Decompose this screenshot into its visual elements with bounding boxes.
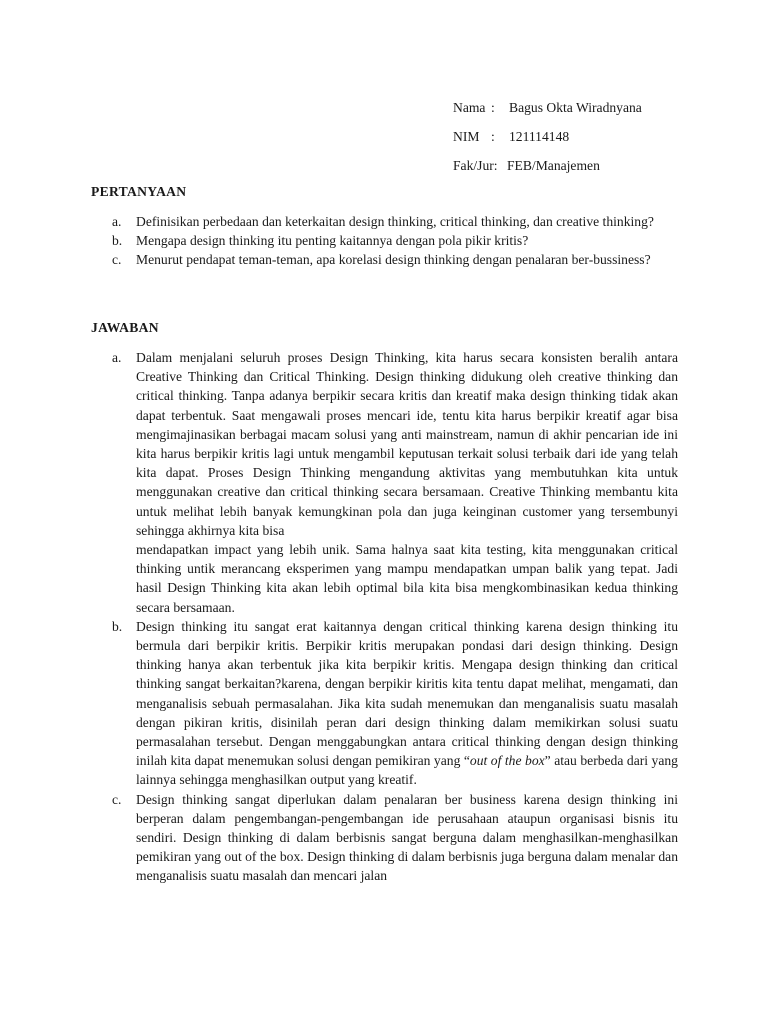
answer-item-a — [112, 348, 678, 617]
question-marker: a. — [112, 214, 122, 229]
answer-list — [112, 348, 678, 886]
question-text: Mengapa design thinking itu penting kaitannya dengan pola pikir kritis? — [136, 233, 529, 249]
question-item-b — [112, 231, 678, 250]
answer-paragraph: Dalam menjalani seluruh proses Design Thinking, kita harus secara konsisten beralih antara Creative Thinking dan Critical Thinking. Design thinking didukung oleh creative thinking dan critical thinking. Tanpa adanya berpikir secara kritis dan kreatif maka design thinking tidak akan dapat terbentuk. Saat mengawali proses mencari ide, tentu kita harus berpikir kreatif agar bisa mengimajinasikan berbagai macam solusi yang anti mainstream, namun di akhir pencarian ide ini kita harus berpikir kritis lagi untuk mengambil keputusan terkait solusi terbaik dari ide yang telah kita dapat. Proses Design Thinking mengandung aktivitas yang membutuhkan kita untuk menggunakan creative dan critical thinking secara bersamaan. Creative Thinking membantu kita untuk melihat lebih banyak kemungkinan pola dan juga keinginan customer yang tersembunyi sehingga akhirnya kita bisa — [136, 350, 678, 538]
nama-separator: : — [491, 99, 495, 115]
jawaban-heading: JAWABAN — [91, 320, 159, 335]
fakultas-value: FEB/Manajemen — [507, 157, 600, 173]
answer-item-c — [112, 790, 678, 886]
question-item-a — [112, 212, 678, 231]
nim-label: NIM — [453, 128, 480, 144]
answer-marker: c. — [112, 791, 122, 807]
nim-separator: : — [491, 128, 495, 144]
pertanyaan-heading: PERTANYAAN — [91, 184, 187, 199]
fakultas-label: Fak/Jur: — [453, 157, 498, 173]
answer-marker: b. — [112, 618, 123, 634]
nim-row — [453, 122, 642, 151]
question-list — [112, 212, 678, 270]
nama-value: Bagus Okta Wiradnyana — [509, 99, 642, 115]
answer-marker: a. — [112, 350, 122, 365]
nama-label: Nama — [453, 99, 486, 115]
nim-value: 121114148 — [509, 128, 570, 144]
question-marker: c. — [112, 252, 122, 268]
question-marker: b. — [112, 233, 123, 249]
nama-row — [453, 93, 642, 122]
question-text: Menurut pendapat teman-teman, apa korelasi design thinking dengan penalaran ber-bussiness? — [136, 252, 651, 268]
answer-text-part: ” atau berbeda dari yang lainnya sehingga menghasilkan output yang kreatif. — [136, 753, 678, 788]
answer-emphasis: out of the box — [469, 753, 545, 769]
answer-paragraph: mendapatkan impact yang lebih unik. Sama halnya saat kita testing, kita menggunakan critical thinking untik merancang eksperimen yang mampu mendapatkan umpan balik yang tepat. Jadi hasil Design Thinking kita akan lebih optimal bila kita bisa mengkombinasikan kedua thinking secara bersamaan. — [136, 542, 678, 615]
answer-item-b — [112, 617, 678, 790]
fakultas-row — [453, 151, 642, 180]
answer-text: Design thinking sangat diperlukan dalam penalaran ber business karena design thinking ini berperan dalam pengembangan-pengembangan ide perusahaan ataupun organisasi bisnis itu sendiri. Design thinking di dalam berbisnis sangat berguna dalam menghasilkan-menghasilkan pemikiran yang out of the box. Design thinking di dalam berbisnis juga berguna dalam menalar dan menganalisis suatu masalah dan mencari jalan — [136, 791, 678, 884]
answer-text — [136, 617, 678, 790]
answer-text — [136, 348, 678, 617]
answer-text-part: Design thinking itu sangat erat kaitannya dengan critical thinking karena design thinking itu bermula dari berpikir kritis. Berpikir kritis merupakan pondasi dari design thinking. Design thinking hanya akan terbentuk jika kita berpikir kritis. Mengapa design thinking dan critical thinking sangat berkaitan?karena, dengan berpikir kiritis kita tentu dapat melihat, mengamati, dan menganalisis sebuah permasalahan. Jika kita sudah menemukan dan menganalisis suatu masalah dengan pikiran kritis, disinilah peran dari design thinking dalam memikirkan solusi suatu permasalahan tersebut. Dengan menggabungkan antara critical thinking dengan design thinking inilah kita dapat menemukan solusi dengan pemikiran yang “ — [136, 618, 678, 769]
student-info — [453, 93, 642, 180]
question-text: Definisikan perbedaan dan keterkaitan design thinking, critical thinking, dan creative thinking? — [136, 214, 654, 229]
question-item-c — [112, 250, 678, 269]
